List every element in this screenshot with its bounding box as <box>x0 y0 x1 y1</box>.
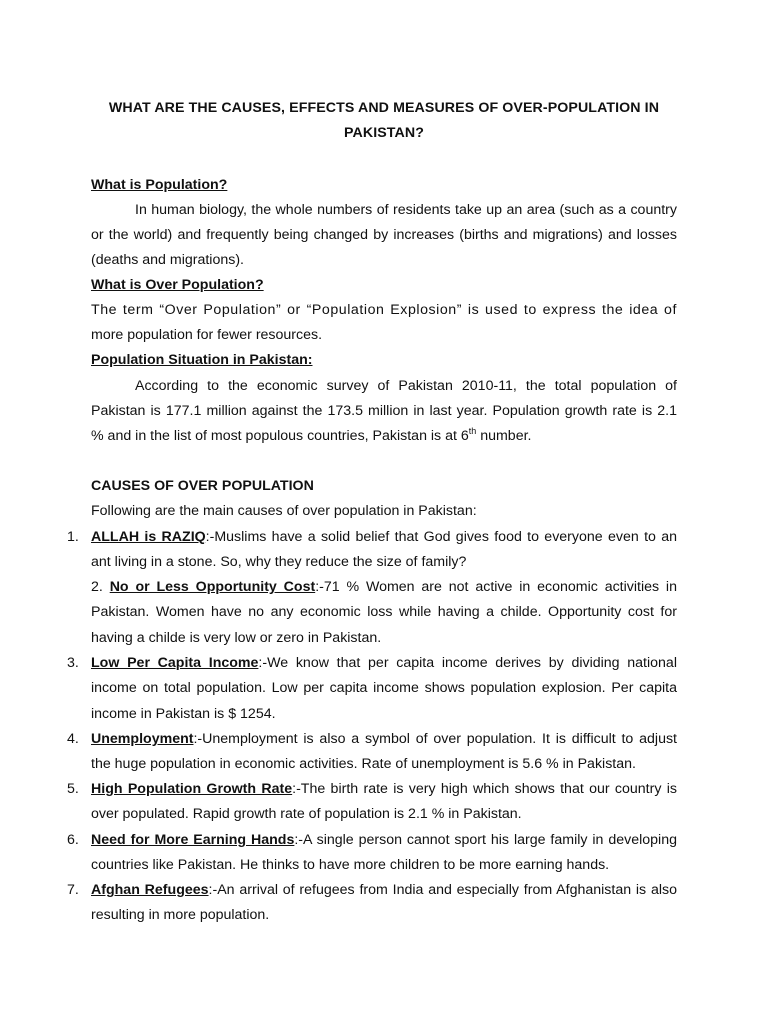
item-7-line-1 <box>91 878 677 903</box>
item-3-label: Low Per Capita Income <box>91 655 259 671</box>
item-2-line-1 <box>91 575 677 600</box>
item-7-text-1: :-An arrival of refugees from India and especially from Afghanistan is also <box>208 882 677 898</box>
over-population-line-1: The term “Over Population” or “Population Explosion” is used to express the idea of <box>91 302 677 318</box>
item-7-number: 7. <box>67 882 79 898</box>
item-7-line-2: resulting in more population. <box>91 907 270 923</box>
situation-line-3-end: number. <box>476 428 532 444</box>
item-1-number: 1. <box>67 529 79 545</box>
title-line-2: PAKISTAN? <box>344 125 424 141</box>
ordinal-superscript: th <box>468 426 477 436</box>
heading-causes: CAUSES OF OVER POPULATION <box>91 478 314 494</box>
item-6-line-2: countries like Pakistan. He thinks to have more children to be more earning hands. <box>91 857 610 873</box>
item-2-line-3: having a childe is very low or zero in Pakistan. <box>91 630 382 646</box>
population-line-2: or the world) and frequently being changed by increases (births and migrations) and losses <box>91 227 677 243</box>
item-1-label: ALLAH is RAZIQ <box>91 529 206 545</box>
situation-line-1: According to the economic survey of Pakistan 2010-11, the total population of <box>135 378 677 394</box>
situation-line-3 <box>91 424 677 449</box>
item-2-label: No or Less Opportunity Cost <box>109 579 316 595</box>
heading-population: What is Population? <box>91 177 228 193</box>
situation-line-3-text: % and in the list of most populous countries, Pakistan is at 6 <box>91 428 469 444</box>
item-1-text-1: :-Muslims have a solid belief that God gives food to everyone even to an <box>205 529 677 545</box>
item-2-number: 2. <box>91 579 103 595</box>
title-line-1: WHAT ARE THE CAUSES, EFFECTS AND MEASURES OF OVER-POPULATION IN <box>108 100 660 116</box>
item-2-line-2: Pakistan. Women have no any economic loss while having a childe. Opportunity cost for <box>91 604 677 620</box>
population-line-3: (deaths and migrations). <box>91 252 244 268</box>
item-6-number: 6. <box>67 832 79 848</box>
population-line-1: In human biology, the whole numbers of residents take up an area (such as a country <box>135 202 677 218</box>
over-population-line-2: more population for fewer resources. <box>91 327 323 343</box>
item-4-line-2: the huge population in economic activities. Rate of unemployment is 5.6 % in Pakistan. <box>91 756 636 772</box>
item-3-number: 3. <box>67 655 79 671</box>
item-3-line-2: income on total population. Low per capita income shows population explosion. Per capita <box>91 680 677 696</box>
item-4-line-1 <box>91 727 677 752</box>
item-3-line-3: income in Pakistan is $ 1254. <box>91 706 276 722</box>
item-5-label: High Population Growth Rate <box>91 781 293 797</box>
situation-line-2: Pakistan is 177.1 million against the 173.5 million in last year. Population growth rate is 2.1 <box>91 403 677 419</box>
item-7-label: Afghan Refugees <box>91 882 209 898</box>
causes-intro: Following are the main causes of over population in Pakistan: <box>91 503 477 519</box>
item-3-line-1 <box>91 651 677 676</box>
item-5-number: 5. <box>67 781 79 797</box>
heading-situation: Population Situation in Pakistan: <box>91 352 313 368</box>
item-2-text-1: :-71 % Women are not active in economic activities in <box>315 579 677 595</box>
page-title <box>90 96 678 146</box>
item-5-line-1 <box>91 777 677 802</box>
item-3-text-1: :-We know that per capita income derives by dividing national <box>258 655 677 671</box>
item-4-number: 4. <box>67 731 79 747</box>
item-5-line-2: over populated. Rapid growth rate of population is 2.1 % in Pakistan. <box>91 806 522 822</box>
item-1-line-1 <box>91 525 677 550</box>
item-6-text-1: :-A single person cannot sport his large family in developing <box>294 832 677 848</box>
item-5-text-1: :-The birth rate is very high which shows that our country is <box>292 781 677 797</box>
item-4-label: Unemployment <box>91 731 194 747</box>
item-6-label: Need for More Earning Hands <box>91 832 295 848</box>
heading-over-population: What is Over Population? <box>91 277 264 293</box>
item-6-line-1 <box>91 828 677 853</box>
item-1-line-2: ant living in a stone. So, why they reduce the size of family? <box>91 554 467 570</box>
item-4-text-1: :-Unemployment is also a symbol of over population. It is difficult to adjust <box>193 731 677 747</box>
